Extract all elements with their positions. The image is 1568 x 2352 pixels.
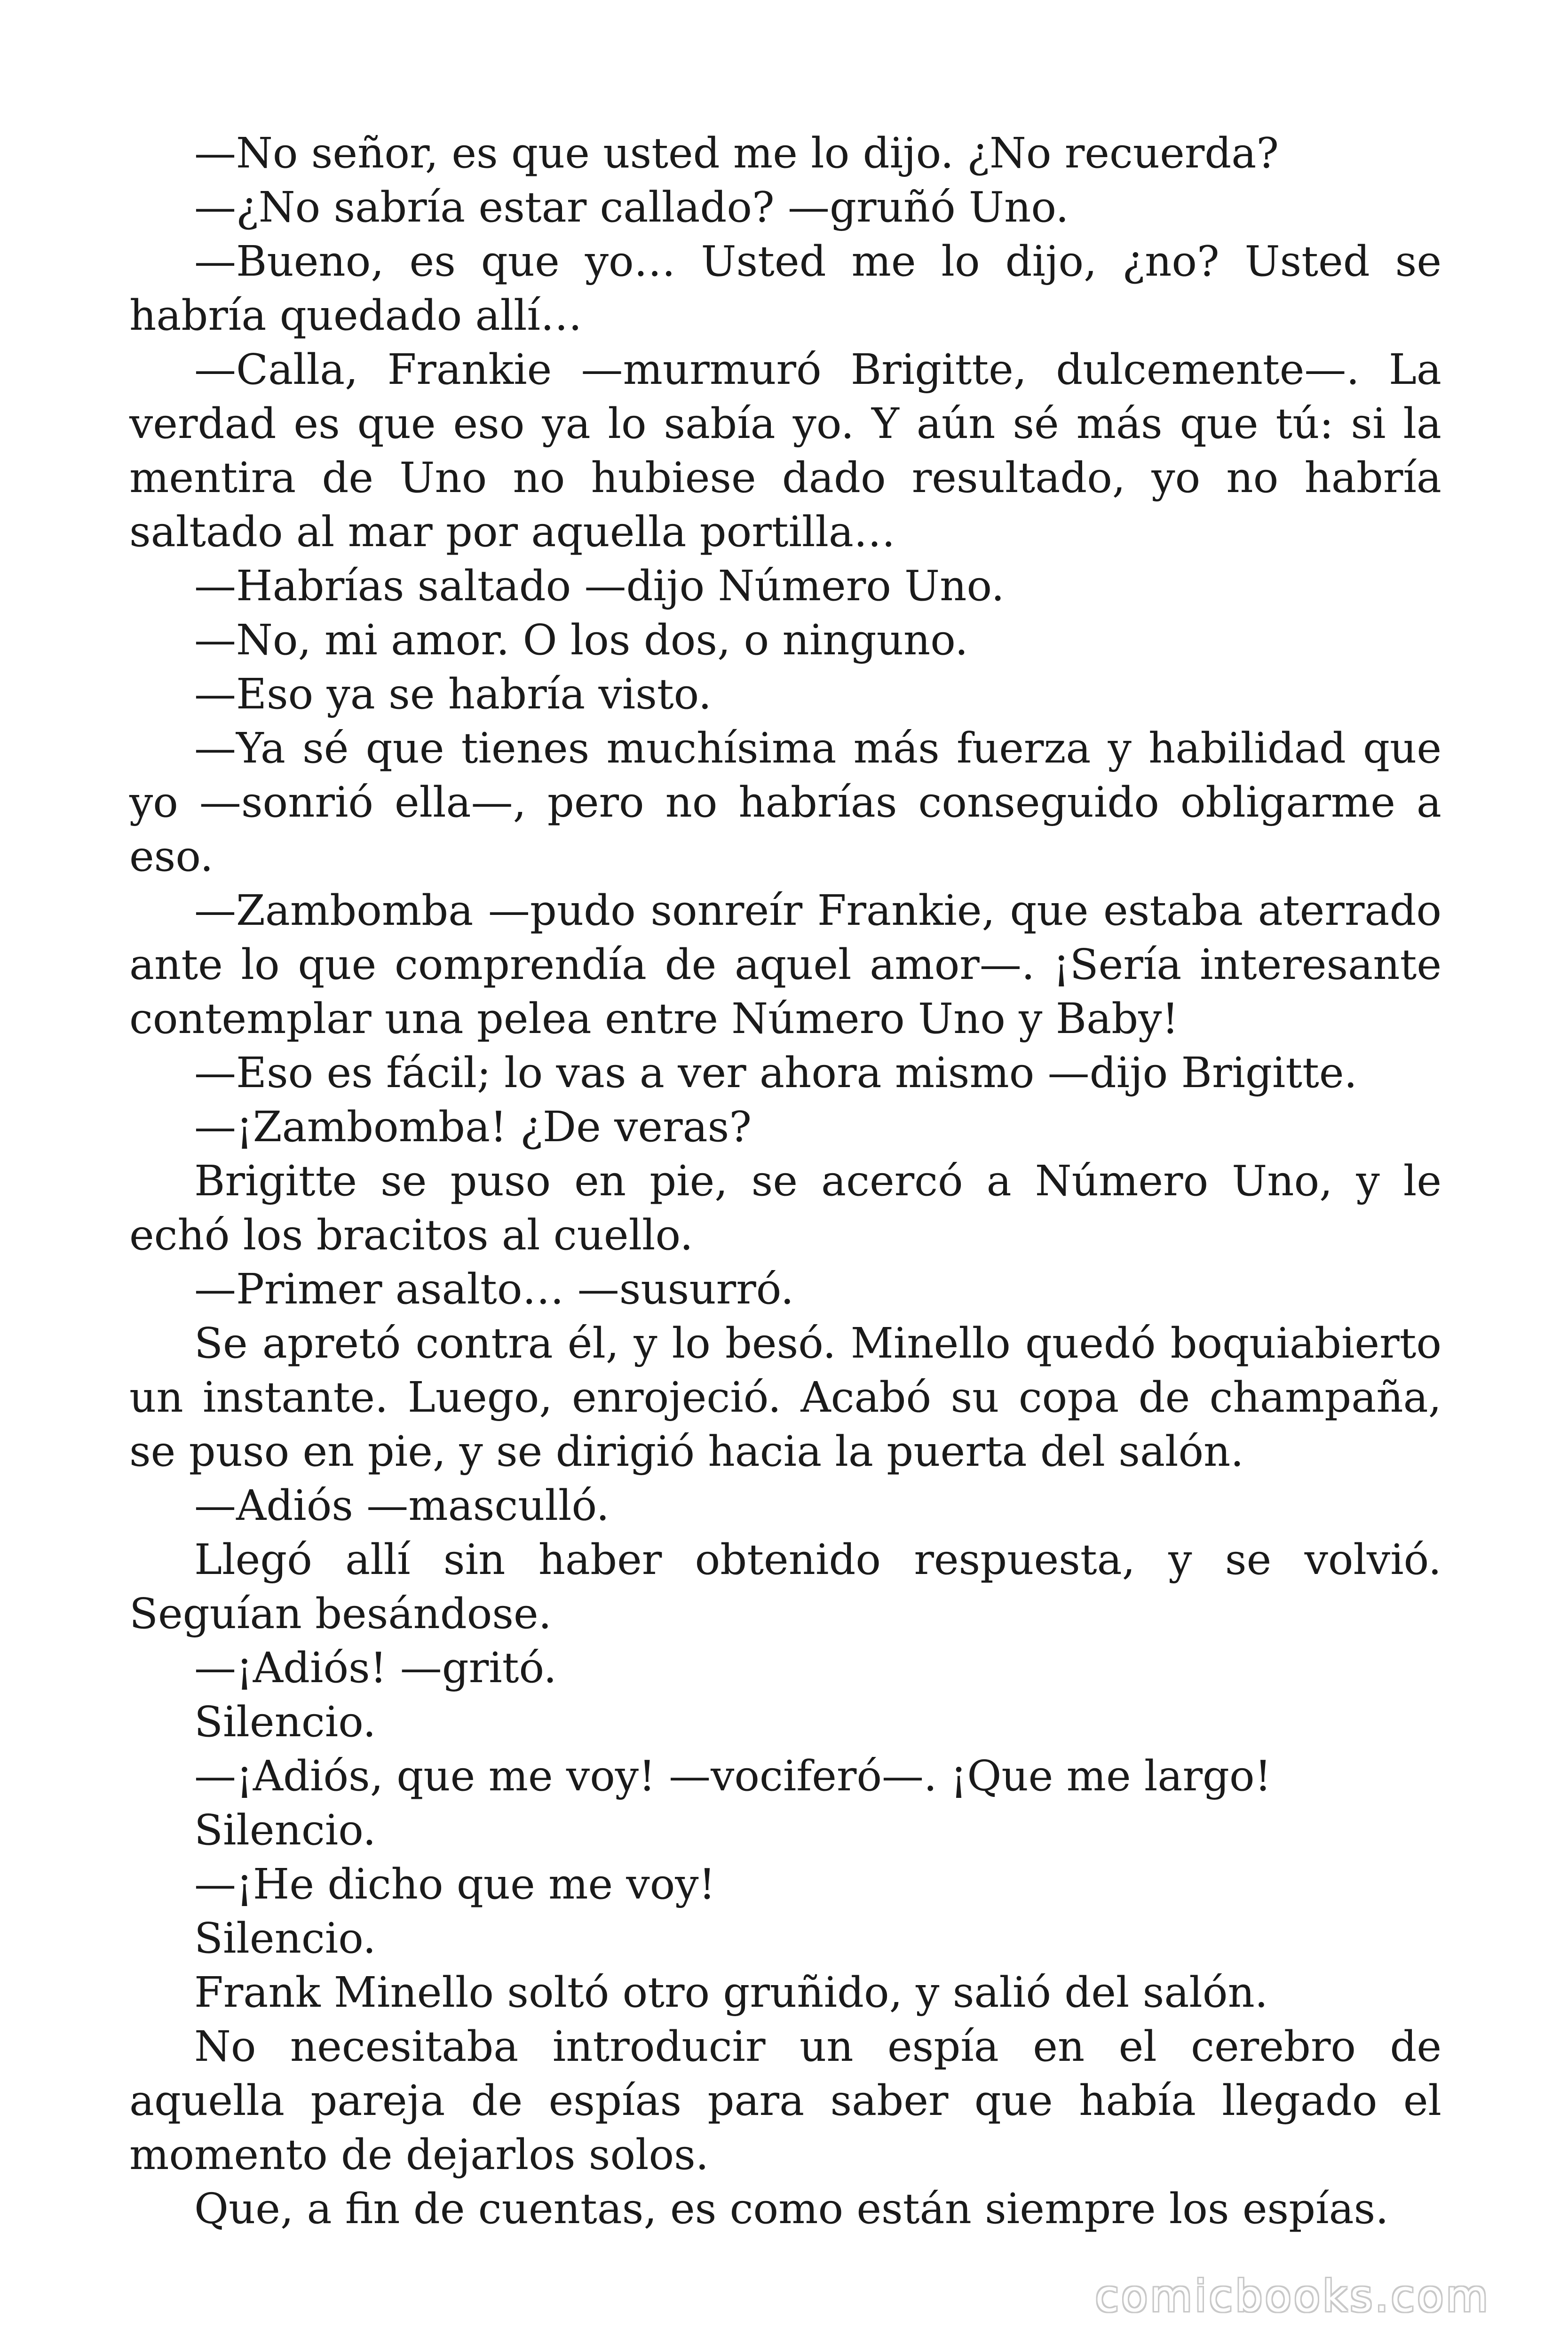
paragraph: —¡Adiós! —gritó. xyxy=(194,1643,557,1692)
paragraph: —¿No sabría estar callado? —gruñó Uno. xyxy=(194,183,1069,231)
paragraph: No necesitaba introducir un espía en el cerebro de aquella pareja de espías para saber que había llegado el momento de dejarlos solos. xyxy=(129,2022,1441,2179)
paragraph: Se apretó contra él, y lo besó. Minello quedó boquiabierto un instante. Luego, enrojeció. Acabó su copa de champaña, se puso en pie, y se dirigió hacia la puerta del salón. xyxy=(129,1319,1441,1476)
paragraph: —Bueno, es que yo… Usted me lo dijo, ¿no? Usted se habría quedado allí… xyxy=(129,237,1441,340)
paragraph: —Eso es fácil; lo vas a ver ahora mismo —dijo Brigitte. xyxy=(194,1048,1357,1097)
paragraph: Silencio. xyxy=(194,1914,376,1963)
paragraph: —No señor, es que usted me lo dijo. ¿No recuerda? xyxy=(194,128,1279,177)
book-page-text xyxy=(129,126,1441,2236)
paragraph: Que, a fin de cuentas, es como están siempre los espías. xyxy=(194,2184,1389,2233)
paragraph: —¡He dicho que me voy! xyxy=(194,1859,716,1908)
paragraph: —Eso ya se habría visto. xyxy=(194,669,712,718)
watermark: comicbooks.com xyxy=(1095,2271,1490,2321)
paragraph: —No, mi amor. O los dos, o ninguno. xyxy=(194,615,968,664)
paragraph: Brigitte se puso en pie, se acercó a Número Uno, y le echó los bracitos al cuello. xyxy=(129,1156,1441,1259)
paragraph: —Zambomba —pudo sonreír Frankie, que estaba aterrado ante lo que comprendía de aquel amor—. ¡Sería interesante contemplar una pelea entre Número Uno y Baby! xyxy=(129,886,1441,1043)
paragraph: —¡Zambomba! ¿De veras? xyxy=(194,1102,752,1151)
paragraph: Frank Minello soltó otro gruñido, y salió del salón. xyxy=(194,1968,1268,2017)
paragraph: —Primer asalto… —susurró. xyxy=(194,1264,794,1313)
paragraph: —¡Adiós, que me voy! —vociferó—. ¡Que me largo! xyxy=(194,1751,1272,1800)
paragraph: —Calla, Frankie —murmuró Brigitte, dulcemente—. La verdad es que eso ya lo sabía yo. Y aún sé más que tú: si la mentira de Uno no hubiese dado resultado, yo no habría saltado al mar por aquella portilla… xyxy=(129,345,1441,556)
paragraph: —Habrías saltado —dijo Número Uno. xyxy=(194,561,1005,610)
paragraph: Llegó allí sin haber obtenido respuesta, y se volvió. Seguían besándose. xyxy=(129,1535,1441,1638)
paragraph: —Ya sé que tienes muchísima más fuerza y habilidad que yo —sonrió ella—, pero no habrías conseguido obligarme a eso. xyxy=(129,723,1441,881)
paragraph: —Adiós —masculló. xyxy=(194,1481,610,1530)
paragraph: Silencio. xyxy=(194,1697,376,1746)
paragraph: Silencio. xyxy=(194,1805,376,1854)
